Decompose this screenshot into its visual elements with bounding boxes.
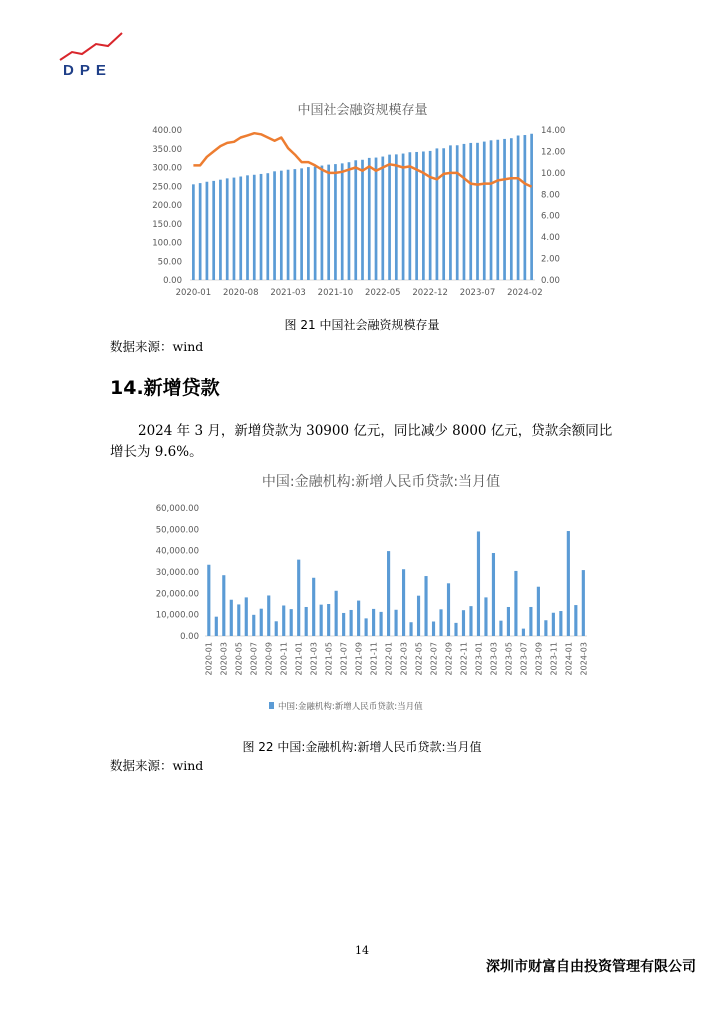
chart1-left-tick: 250.00 bbox=[152, 182, 182, 193]
chart1-left-tick: 0.00 bbox=[163, 276, 182, 286]
chart2-x-tick: 2023-11 bbox=[549, 642, 559, 676]
chart1-bar bbox=[476, 143, 479, 280]
chart2-bar bbox=[514, 571, 517, 636]
chart2-x-tick: 2020-01 bbox=[204, 642, 214, 676]
chart1-bar bbox=[530, 134, 533, 280]
chart2-x-tick: 2020-07 bbox=[249, 642, 259, 676]
chart1-bar bbox=[368, 158, 371, 280]
chart1-bar bbox=[483, 142, 486, 280]
chart2-bar bbox=[237, 604, 240, 636]
chart2-bar bbox=[567, 531, 570, 636]
chart2-bar bbox=[574, 605, 577, 636]
chart1-right-tick: 4.00 bbox=[541, 233, 560, 244]
chart1-bar bbox=[354, 160, 357, 280]
chart1-bar bbox=[422, 151, 425, 280]
chart2-y-tick: 0.00 bbox=[180, 632, 199, 642]
chart2-x-tick: 2021-01 bbox=[294, 642, 304, 676]
chart2-bar bbox=[372, 609, 375, 636]
chart1-bar bbox=[402, 154, 405, 280]
chart2-x-tick: 2022-01 bbox=[384, 642, 394, 676]
chart2-x-tick: 2021-09 bbox=[354, 642, 364, 676]
chart1-left-tick: 350.00 bbox=[152, 144, 182, 155]
figure21-caption: 图 21 中国社会融资规模存量 bbox=[284, 318, 440, 332]
figure21-source: 数据来源：wind bbox=[110, 339, 204, 354]
chart1-bar bbox=[199, 183, 202, 280]
chart2-bar bbox=[387, 551, 390, 636]
chart1-x-tick: 2022-05 bbox=[365, 288, 401, 298]
chart2-x-tick: 2023-09 bbox=[534, 642, 544, 676]
chart2-bar bbox=[207, 565, 210, 636]
chart2-bar bbox=[290, 609, 293, 636]
chart2-bar bbox=[222, 575, 225, 636]
chart2-bar bbox=[260, 609, 263, 636]
chart-new-rmb-loans bbox=[135, 468, 595, 718]
chart1-bar bbox=[524, 135, 527, 280]
section-heading: 14.新增贷款 bbox=[110, 377, 220, 399]
chart1-bar bbox=[266, 173, 269, 280]
chart1-bar bbox=[395, 154, 398, 280]
chart1-bar bbox=[253, 175, 256, 280]
chart2-y-tick: 40,000.00 bbox=[155, 546, 199, 557]
chart2-bar bbox=[417, 596, 420, 636]
chart1-bar bbox=[449, 145, 452, 280]
chart2-x-tick: 2023-01 bbox=[474, 642, 484, 676]
chart2-bar bbox=[522, 629, 525, 636]
chart2-bar bbox=[267, 595, 270, 636]
chart1-right-tick: 12.00 bbox=[541, 147, 566, 158]
chart2-y-tick: 30,000.00 bbox=[155, 568, 199, 578]
chart2-x-tick: 2024-03 bbox=[579, 642, 589, 676]
figure22-source: 数据来源：wind bbox=[110, 758, 204, 773]
chart1-bar bbox=[456, 145, 459, 280]
chart2-bar bbox=[252, 615, 255, 636]
chart1-x-tick: 2024-02 bbox=[507, 288, 543, 298]
chart1-bar bbox=[429, 151, 432, 280]
chart1-bar bbox=[246, 175, 249, 280]
chart2-bar bbox=[432, 622, 435, 636]
chart1-bar bbox=[226, 178, 229, 280]
company-name: 深圳市财富自由投资管理有限公司 bbox=[486, 959, 696, 975]
chart1-title: 中国社会融资规模存量 bbox=[297, 103, 428, 118]
page-number: 14 bbox=[355, 944, 369, 957]
chart1-bar bbox=[375, 158, 378, 280]
chart1-x-tick: 2020-08 bbox=[222, 288, 259, 298]
chart2-bar bbox=[402, 569, 405, 636]
chart1-bar bbox=[239, 177, 242, 281]
chart2-bar bbox=[320, 605, 323, 636]
chart1-bar bbox=[314, 167, 317, 280]
chart2-x-tick: 2021-07 bbox=[339, 642, 349, 676]
chart1-bar bbox=[496, 140, 499, 280]
chart1-x-tick: 2022-12 bbox=[412, 288, 448, 298]
chart2-bar bbox=[342, 613, 345, 636]
chart2-x-tick: 2023-03 bbox=[489, 642, 499, 676]
chart1-bar bbox=[510, 138, 513, 280]
chart2-bar bbox=[484, 597, 487, 636]
chart1-bar bbox=[260, 174, 263, 280]
chart2-x-tick: 2023-07 bbox=[519, 642, 529, 676]
chart1-right-tick: 14.00 bbox=[541, 126, 566, 136]
chart2-bar bbox=[312, 578, 315, 636]
chart2-x-tick: 2022-03 bbox=[399, 642, 409, 676]
chart1-bar bbox=[206, 182, 209, 280]
chart2-bar bbox=[275, 621, 278, 636]
chart2-bar bbox=[507, 607, 510, 636]
chart2-legend-swatch bbox=[269, 702, 274, 709]
chart1-left-tick: 400.00 bbox=[152, 126, 182, 136]
chart2-bar bbox=[215, 617, 218, 636]
chart2-bar bbox=[462, 610, 465, 636]
chart1-left-tick: 50.00 bbox=[157, 257, 182, 268]
chart2-bar bbox=[499, 621, 502, 636]
chart2-bar bbox=[537, 587, 540, 636]
chart2-x-tick: 2024-01 bbox=[564, 642, 574, 676]
chart2-bar bbox=[439, 609, 442, 636]
chart1-bar bbox=[469, 143, 472, 280]
chart1-bar bbox=[280, 171, 283, 280]
chart2-bar bbox=[305, 607, 308, 636]
chart1-bar bbox=[287, 170, 290, 280]
chart2-bar bbox=[582, 570, 585, 636]
chart2-bar bbox=[395, 610, 398, 636]
chart2-bar bbox=[335, 591, 338, 636]
chart2-y-tick: 60,000.00 bbox=[155, 504, 199, 514]
chart2-bar bbox=[529, 607, 532, 636]
chart1-left-tick: 300.00 bbox=[152, 163, 182, 174]
chart2-legend-label: 中国:金融机构:新增人民币贷款:当月值 bbox=[278, 702, 423, 712]
chart1-right-tick: 6.00 bbox=[541, 211, 560, 222]
chart2-bar bbox=[559, 611, 562, 636]
chart2-x-tick: 2022-09 bbox=[444, 642, 454, 676]
chart2-bar bbox=[552, 613, 555, 636]
chart1-bar bbox=[321, 166, 324, 280]
chart1-bar bbox=[327, 165, 330, 280]
chart2-bar bbox=[454, 623, 457, 636]
chart1-bar bbox=[334, 164, 337, 280]
chart2-x-tick: 2021-03 bbox=[309, 642, 319, 676]
chart1-x-tick: 2023-07 bbox=[459, 288, 496, 298]
chart1-bar bbox=[192, 184, 195, 280]
chart1-x-tick: 2021-10 bbox=[317, 288, 354, 298]
chart1-bar bbox=[381, 157, 384, 280]
chart2-x-tick: 2021-05 bbox=[324, 642, 334, 676]
section-paragraph: 2024 年 3 月，新增贷款为 30900 亿元，同比减少 8000 亿元，贷款余额同比增长为 9.6%。 bbox=[110, 423, 613, 460]
chart1-bar bbox=[409, 152, 412, 280]
chart2-bar bbox=[230, 600, 233, 636]
chart1-x-tick: 2020-01 bbox=[175, 288, 212, 298]
chart2-bar bbox=[409, 622, 412, 636]
logo-swoosh bbox=[60, 33, 122, 60]
chart1-bar bbox=[294, 169, 297, 280]
chart2-x-tick: 2020-11 bbox=[279, 642, 289, 676]
chart1-left-tick: 100.00 bbox=[152, 238, 182, 249]
chart2-y-tick: 10,000.00 bbox=[155, 610, 199, 621]
chart2-bar bbox=[365, 618, 368, 636]
chart1-left-tick: 150.00 bbox=[152, 219, 182, 230]
chart2-bar bbox=[544, 620, 547, 636]
chart1-bar bbox=[436, 148, 439, 280]
chart2-bar bbox=[297, 560, 300, 636]
chart1-bar bbox=[341, 163, 344, 280]
chart1-bar bbox=[503, 139, 506, 280]
chart1-bar bbox=[517, 136, 520, 280]
chart2-x-tick: 2022-05 bbox=[414, 642, 424, 676]
chart1-bar bbox=[307, 167, 310, 280]
chart2-bar bbox=[492, 553, 495, 636]
chart1-bar bbox=[348, 162, 351, 280]
chart1-right-tick: 8.00 bbox=[541, 190, 560, 201]
chart2-bar bbox=[447, 583, 450, 636]
chart2-bar bbox=[327, 604, 330, 636]
chart2-y-tick: 20,000.00 bbox=[155, 589, 199, 600]
chart2-x-tick: 2022-11 bbox=[459, 642, 469, 676]
chart2-bar bbox=[357, 601, 360, 636]
chart2-x-tick: 2020-09 bbox=[264, 642, 274, 676]
logo-text: DPE bbox=[63, 62, 112, 79]
chart1-bar bbox=[388, 155, 391, 280]
chart1-right-tick: 0.00 bbox=[541, 276, 560, 286]
chart2-x-tick: 2020-05 bbox=[234, 642, 244, 676]
chart1-bar bbox=[212, 181, 215, 280]
chart2-x-tick: 2020-03 bbox=[219, 642, 229, 676]
chart1-bar bbox=[463, 144, 466, 280]
chart2-x-tick: 2021-11 bbox=[369, 642, 379, 676]
chart1-right-tick: 10.00 bbox=[541, 168, 566, 179]
chart1-bar bbox=[300, 168, 303, 280]
chart1-right-tick: 2.00 bbox=[541, 254, 560, 265]
chart2-bar bbox=[350, 610, 353, 636]
chart1-bar bbox=[442, 148, 445, 280]
chart1-bar bbox=[490, 140, 493, 280]
chart1-bar bbox=[361, 160, 364, 280]
chart2-bar bbox=[477, 531, 480, 636]
chart1-x-tick: 2021-03 bbox=[270, 288, 306, 298]
chart-social-financing-stock bbox=[135, 96, 595, 306]
chart2-bar bbox=[424, 576, 427, 636]
chart1-bar bbox=[219, 180, 222, 280]
chart2-bar bbox=[282, 605, 285, 636]
chart1-left-tick: 200.00 bbox=[152, 201, 182, 211]
chart1-bar bbox=[273, 171, 276, 280]
chart2-bar bbox=[380, 612, 383, 636]
figure22-caption: 图 22 中国:金融机构:新增人民币贷款:当月值 bbox=[242, 740, 482, 754]
chart2-y-tick: 50,000.00 bbox=[155, 525, 199, 536]
chart2-title: 中国:金融机构:新增人民币贷款:当月值 bbox=[261, 474, 501, 490]
chart2-x-tick: 2022-07 bbox=[429, 642, 439, 676]
chart2-bar bbox=[245, 597, 248, 636]
chart2-bar bbox=[469, 606, 472, 636]
chart1-bar bbox=[233, 178, 236, 280]
chart2-x-tick: 2023-05 bbox=[504, 642, 514, 676]
